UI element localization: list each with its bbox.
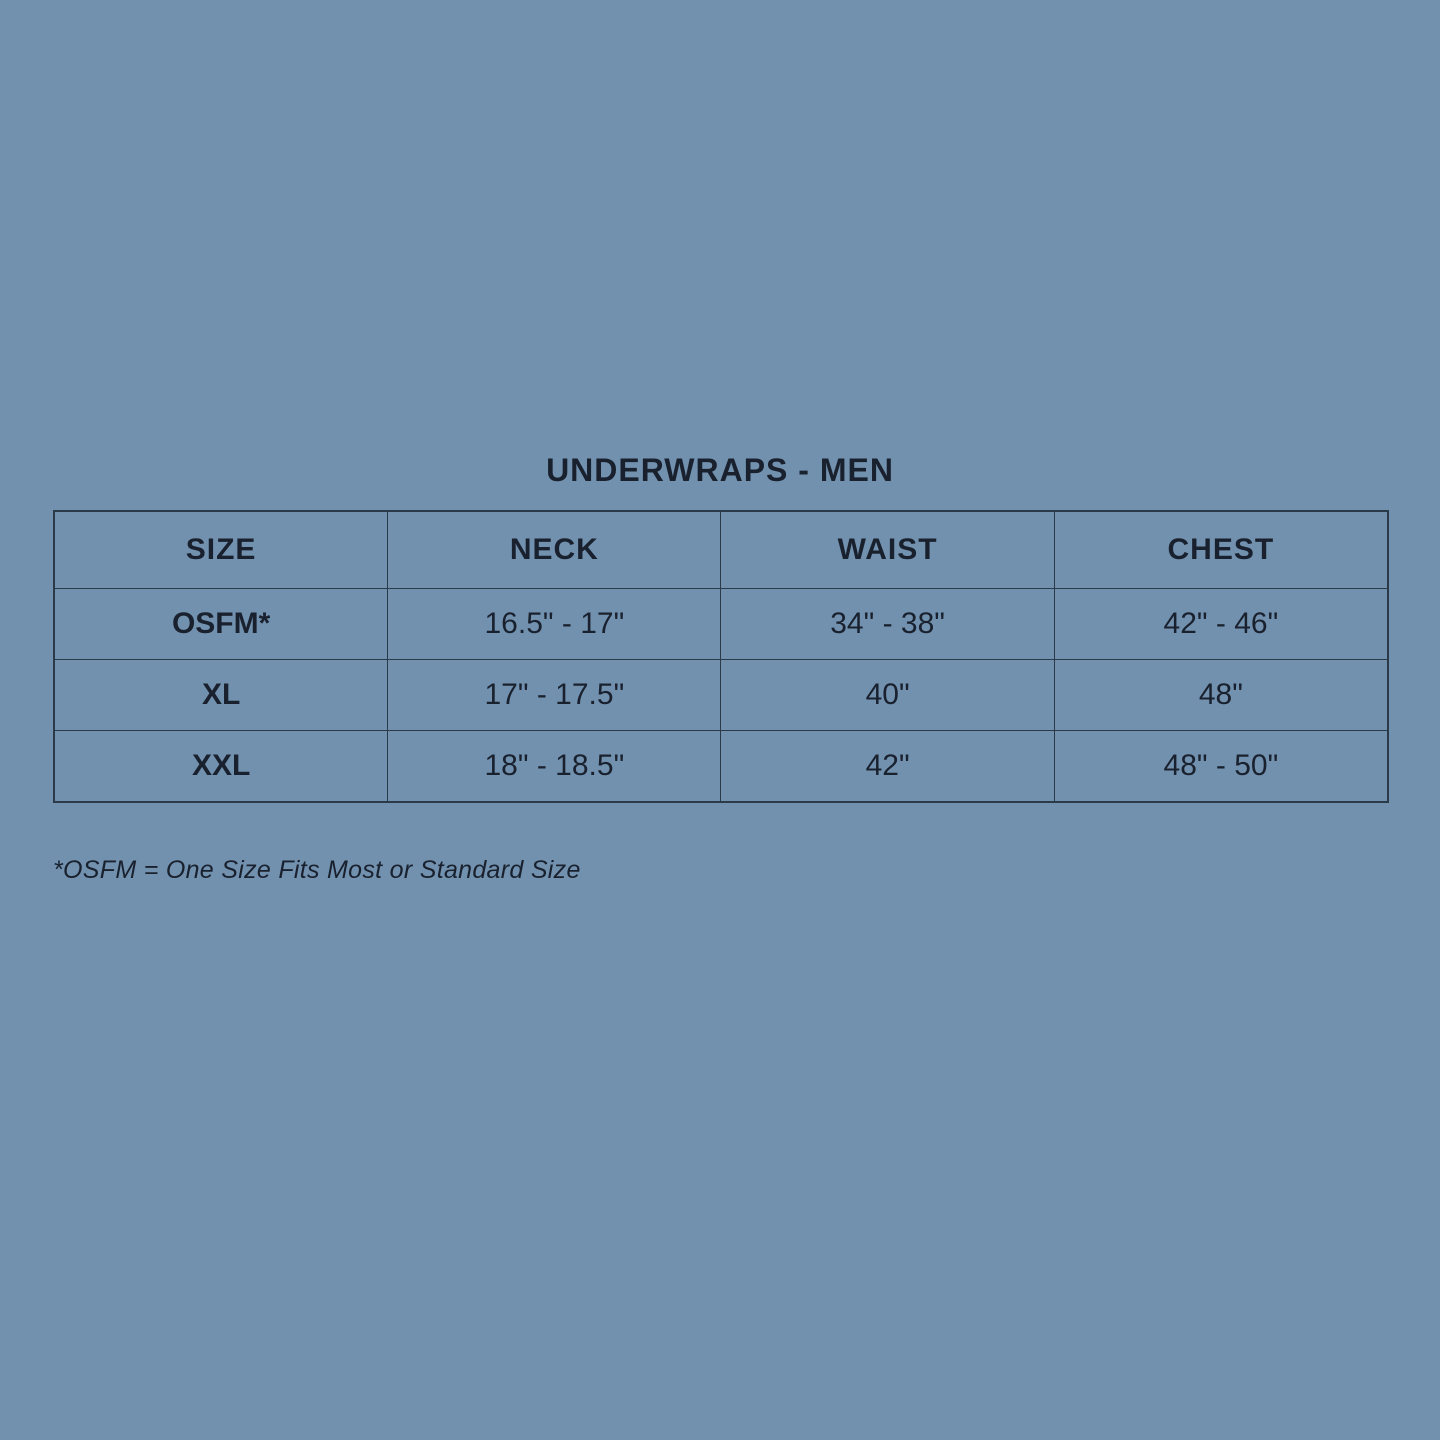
cell-osfm-neck: 16.5" - 17" xyxy=(388,589,721,660)
column-header-chest: CHEST xyxy=(1054,511,1388,589)
cell-osfm-waist: 34" - 38" xyxy=(721,589,1054,660)
column-header-waist: WAIST xyxy=(721,511,1054,589)
table-row-xxl xyxy=(54,731,1388,803)
size-chart-table xyxy=(53,510,1389,803)
osfm-footnote: *OSFM = One Size Fits Most or Standard Size xyxy=(53,856,581,884)
table-header-row xyxy=(54,511,1388,589)
table-row-xl xyxy=(54,660,1388,731)
column-header-neck: NECK xyxy=(388,511,721,589)
cell-xl-waist: 40" xyxy=(721,660,1054,731)
cell-xxl-size: XXL xyxy=(54,731,388,803)
cell-osfm-size: OSFM* xyxy=(54,589,388,660)
cell-xxl-chest: 48" - 50" xyxy=(1054,731,1388,803)
column-header-size: SIZE xyxy=(54,511,388,589)
cell-xl-size: XL xyxy=(54,660,388,731)
cell-xl-chest: 48" xyxy=(1054,660,1388,731)
table-row-osfm xyxy=(54,589,1388,660)
cell-xxl-neck: 18" - 18.5" xyxy=(388,731,721,803)
cell-xl-neck: 17" - 17.5" xyxy=(388,660,721,731)
cell-osfm-chest: 42" - 46" xyxy=(1054,589,1388,660)
cell-xxl-waist: 42" xyxy=(721,731,1054,803)
page-title: UNDERWRAPS - MEN xyxy=(546,452,894,488)
